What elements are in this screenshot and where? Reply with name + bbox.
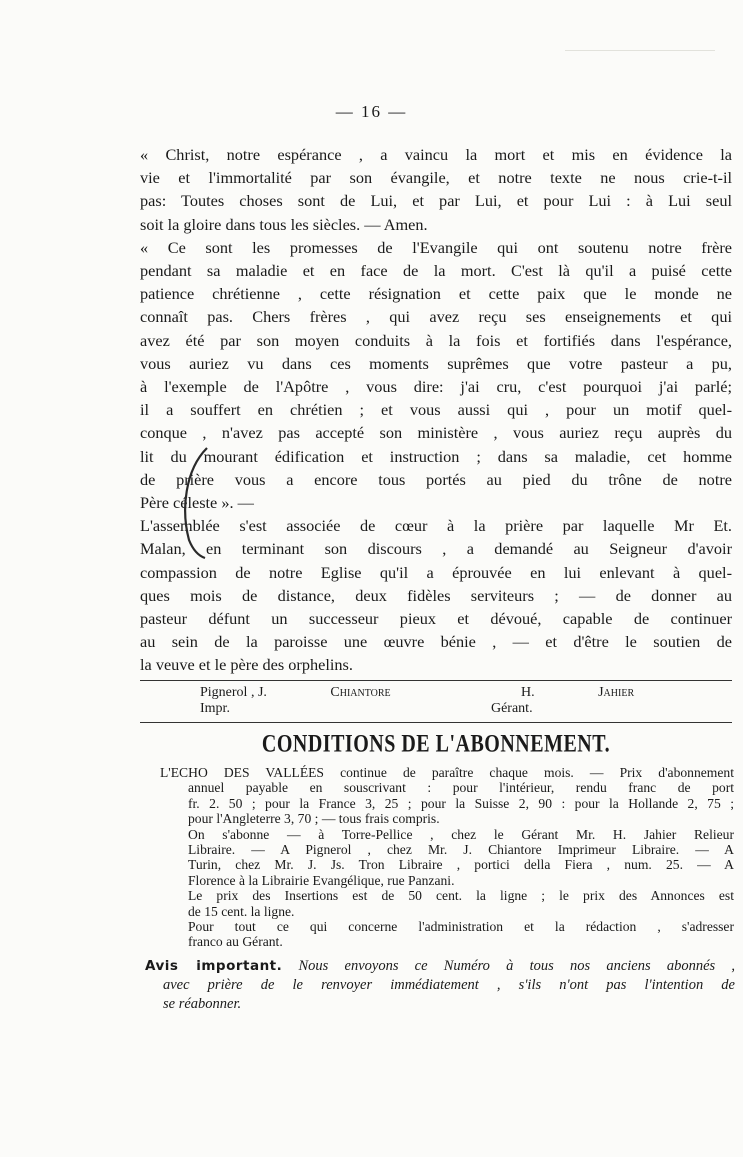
text-line: la veuve et le père des orphelins.: [140, 655, 353, 675]
conditions-line: L'ECHO DES VALLÉES continue de paraître chaque mois. — Prix d'abonnement: [160, 765, 734, 780]
text-line: ques mois de distance, deux fidèles serviteurs ; — de donner au: [140, 585, 732, 605]
conditions-line: Florence à la Librairie Evangélique, rue Panzani.: [188, 872, 455, 888]
text-line: « Christ, notre espérance , a vaincu la mort et mis en évidence la: [140, 145, 732, 164]
pencil-mark: [175, 440, 215, 560]
text-line: Malan, en terminant son discours , a demandé au Seigneur d'avoir: [140, 539, 732, 559]
subscription-conditions: [160, 765, 734, 950]
text-line: Père céleste ». —: [140, 493, 254, 513]
notice-line: se réabonner.: [163, 996, 242, 1012]
conditions-heading: CONDITIONS DE L'ABONNEMENT.: [261, 730, 611, 758]
text-line: pendant sa maladie et en face de la mort. C'est là qu'il a puisé cette: [140, 261, 732, 281]
text-line: au sein de la paroisse une œuvre bénie , — et d'être le soutien de: [140, 632, 732, 652]
text-line: avez été par son moyen conduits à la fois et fortifiés dans l'espérance,: [140, 330, 732, 350]
notice-line: Avis important. Nous envoyons ce Numéro à tous nos anciens abonnés ,: [145, 958, 735, 974]
notice-heading: Avis important.: [145, 958, 283, 974]
important-notice: [145, 957, 735, 1014]
notice-line: avec prière de le renvoyer immédiatement , s'ils n'ont pas l'intention de: [163, 977, 735, 993]
conditions-line: franco au Gérant.: [188, 934, 283, 950]
conditions-line: Turin, chez Mr. J. Js. Tron Libraire , portici della Fiera , num. 25. — A: [188, 857, 734, 873]
text-line: soit la gloire dans tous les siècles. — Amen.: [140, 214, 428, 234]
conditions-line: Pour tout ce qui concerne l'administration et la rédaction , s'adresser: [188, 919, 734, 935]
text-line: vous auriez vu dans ces moments suprêmes que votre pasteur a pu,: [140, 353, 732, 373]
text-line: conque , n'avez pas accepté son ministère , vous auriez reçu auprès du: [140, 423, 732, 443]
text-line: vie et l'immortalité par son évangile, et notre texte ne nous crie-t-il: [140, 168, 732, 188]
conditions-line: Libraire. — A Pignerol , chez Mr. J. Chiantore Imprimeur Libraire. — A: [188, 842, 734, 858]
printer-credit: Pignerol , J. Chiantore Impr.: [200, 685, 391, 716]
conditions-line: pour l'Angleterre 3, 70 ; — tous frais compris.: [188, 811, 440, 827]
text-line: patience chrétienne , cette résignation et cette paix que le monde ne: [140, 284, 732, 304]
conditions-line: fr. 2. 50 ; pour la France 3, 25 ; pour la Suisse 2, 90 : pour la Hollande 2, 75 ;: [188, 795, 734, 811]
text-line: de prière vous a encore tous portés au pied du trône de notre: [140, 469, 732, 489]
text-line: lit du mourant édification et instruction ; dans sa maladie, cet homme: [140, 446, 732, 466]
conditions-line: Le prix des Insertions est de 50 cent. la ligne ; le prix des Annonces est: [188, 888, 734, 904]
text-line: connaît pas. Chers frères , qui avez reçu ses enseignements et qui: [140, 307, 732, 327]
imprint-line: [140, 680, 732, 723]
conditions-line: On s'abonne — à Torre-Pellice , chez le Gérant Mr. H. Jahier Relieur: [188, 826, 734, 842]
page-number: — 16 —: [335, 102, 408, 121]
conditions-line: de 15 cent. la ligne.: [188, 903, 295, 919]
manager-credit: H. Jahier Gérant.: [490, 685, 635, 716]
text-line: pasteur défunt un successeur pieux et dévoué, capable de continuer: [140, 609, 732, 629]
text-line: pas: Toutes choses sont de Lui, et par Lui, et pour Lui : à Lui seul: [140, 191, 732, 211]
text-line: à l'exemple de l'Apôtre , vous dire: j'ai cru, c'est pourquoi j'ai parlé;: [140, 377, 732, 397]
conditions-line: annuel payable en souscrivant : pour l'intérieur, rendu franc de port: [188, 780, 734, 796]
text-line: L'assemblée s'est associée de cœur à la prière par laquelle Mr Et.: [140, 516, 732, 536]
obituary-text: [140, 143, 732, 677]
text-line: compassion de notre Eglise qu'il a éprouvée en lui enlevant à quel-: [140, 562, 732, 582]
text-line: il a souffert en chrétien ; et vous aussi qui , pour un motif quel-: [140, 400, 732, 420]
text-line: « Ce sont les promesses de l'Evangile qui ont soutenu notre frère: [140, 237, 732, 257]
paper-blemish: [565, 30, 715, 51]
